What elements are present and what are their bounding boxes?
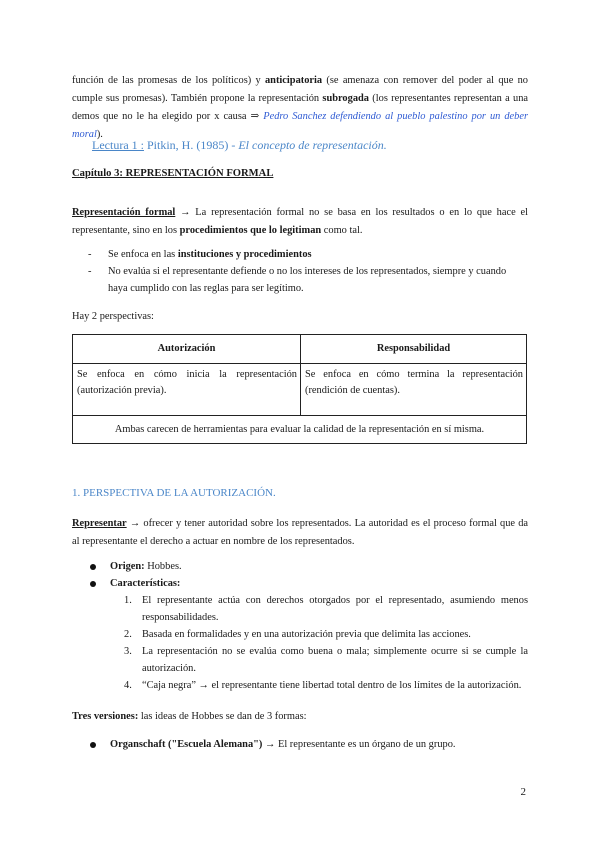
- origin-text: Hobbes.: [144, 561, 182, 572]
- item-number: 2.: [124, 629, 132, 640]
- origin-label: Origen:: [110, 561, 145, 572]
- representar-term: Representar: [72, 518, 127, 529]
- dash-mark: -: [88, 249, 92, 260]
- intro-paragraph: [72, 72, 528, 144]
- bullet-dot: [90, 581, 96, 587]
- item-number: 4.: [124, 680, 132, 691]
- lecture-heading: [92, 138, 387, 153]
- item-number: 1.: [124, 595, 132, 606]
- table-cell-autorizacion: Se enfoca en cómo inicia la representación (autorización previa).: [77, 369, 297, 396]
- list-item-text: Se enfoca en las: [108, 249, 178, 260]
- section-heading: 1. PERSPECTIVA DE LA AUTORIZACIÓN.: [72, 487, 276, 499]
- list-item: [124, 626, 528, 643]
- item-text: “Caja negra” → el representante tiene libertad total dentro de los límites de la autorización.: [142, 680, 522, 691]
- list-item: [88, 263, 528, 297]
- dash-mark: -: [88, 266, 92, 277]
- formal-bold-text: procedimientos que lo legitiman: [179, 225, 322, 236]
- organschaft-label: Organschaft ("Escuela Alemana"): [110, 739, 263, 750]
- representar-definition: [72, 515, 528, 551]
- lecture-label: Lectura 1 :: [92, 138, 144, 152]
- list-item: [90, 558, 528, 575]
- anticipatoria-term: anticipatoria: [264, 75, 323, 86]
- page-number: 2: [520, 786, 526, 798]
- intro-text: (los representantes representan a una demos que no le ha elegido por x causa ⇒: [72, 93, 529, 122]
- formal-term: Representación formal: [72, 207, 176, 218]
- bullet-dot: [90, 742, 96, 748]
- list-item-bold: instituciones y procedimientos: [177, 249, 312, 260]
- list-item: [90, 736, 528, 753]
- characteristics-list: [90, 592, 528, 694]
- list-item: [124, 643, 528, 677]
- list-item: [88, 246, 528, 263]
- example-link[interactable]: Pedro Sanchez defendiendo al pueblo palestino por un deber moral: [72, 111, 529, 140]
- characteristics-label: Características:: [110, 578, 181, 589]
- bullet-dot: [90, 564, 96, 570]
- list-item: [90, 575, 528, 592]
- dash-list: [88, 246, 528, 297]
- versions-paragraph: [72, 708, 528, 726]
- intro-text: función de las promesas de los políticos) y: [72, 75, 265, 86]
- table-column-divider: [300, 335, 301, 415]
- formal-definition: [72, 204, 528, 240]
- intro-text: (se amenaza con remover del poder al que no cumple sus promesas). También propone la representación: [72, 75, 528, 104]
- item-text: Basada en formalidades y en una autorización previa que delimita las acciones.: [142, 629, 471, 640]
- item-text: La representación no se evalúa como buena o mala; simplemente ocurre si se cumple la autorización.: [142, 646, 528, 674]
- item-number: 3.: [124, 646, 132, 657]
- list-item: [124, 677, 528, 694]
- list-item-text: No evalúa si el representante defiende o no los intereses de los representados, siempre y cuando haya cumplido con las reglas para ser legítimo.: [108, 266, 507, 294]
- chapter-heading: Capítulo 3: REPRESENTACIÓN FORMAL: [72, 168, 274, 179]
- lecture-title: El concepto de representación.: [238, 138, 387, 152]
- intro-text: ).: [96, 129, 103, 140]
- subrogada-term: subrogada: [322, 93, 369, 104]
- versions-text: las ideas de Hobbes se dan de 3 formas:: [138, 711, 307, 722]
- representar-text: → ofrecer y tener autoridad sobre los representados. La autoridad es el proceso formal que da al representante el derecho a actuar en nombre de los representados.: [72, 518, 528, 547]
- table-cell-responsabilidad: Se enfoca en cómo termina la representación (rendición de cuentas).: [305, 369, 523, 396]
- item-text: El representante actúa con derechos otorgados por el representado, asumiendo menos responsabilidades.: [142, 595, 528, 623]
- organschaft-text: → El representante es un órgano de un grupo.: [262, 739, 456, 750]
- table-header-autorizacion: Autorización: [157, 343, 216, 354]
- perspectives-table: [72, 334, 527, 444]
- formal-text: → La representación formal no se basa en los resultados o en lo que hace el representante, sino en los: [72, 207, 528, 236]
- perspectives-intro: Hay 2 perspectivas:: [72, 311, 154, 322]
- versions-label: Tres versiones:: [72, 711, 139, 722]
- lecture-reference: Pitkin, H. (1985) -: [143, 138, 239, 152]
- list-item: [124, 592, 528, 626]
- authorization-bullets: [90, 558, 528, 694]
- table-footer: Ambas carecen de herramientas para evaluar la calidad de la representación en sí misma.: [114, 424, 485, 435]
- versions-bullets: [90, 736, 528, 753]
- table-header-responsabilidad: Responsabilidad: [376, 343, 451, 354]
- formal-text: como tal.: [321, 225, 363, 236]
